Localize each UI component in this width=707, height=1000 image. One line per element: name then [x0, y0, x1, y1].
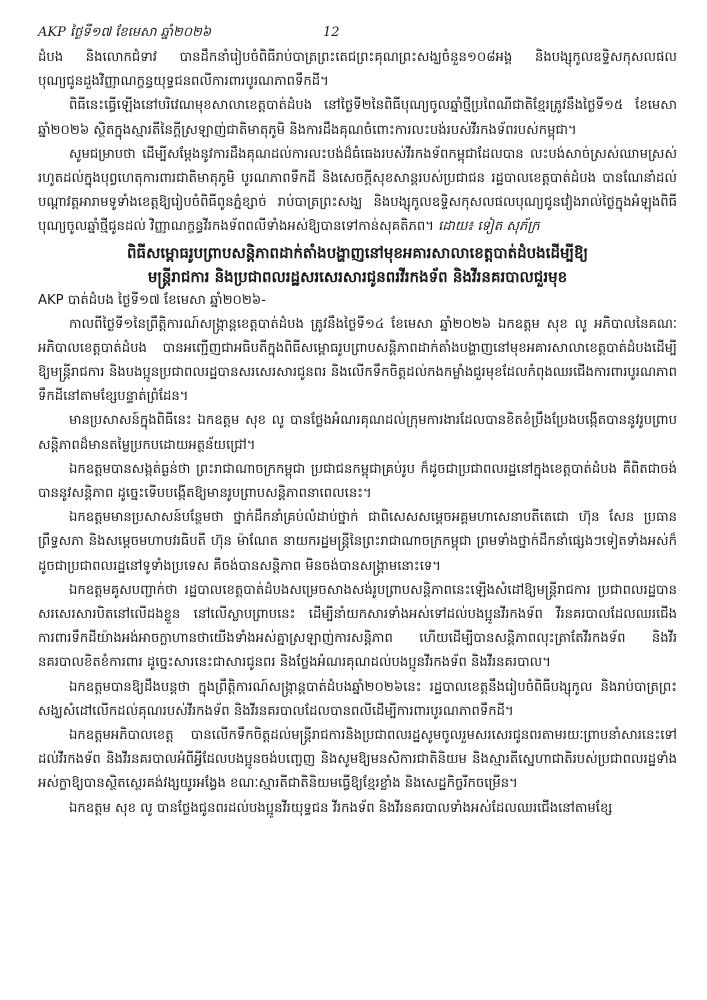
article2-title-line-2: មន្ត្រីរាជការ និងប្រជាពលរដ្ឋសរសេរសារជូនពរវីរកងទ័ព និងវីរនគរបាលជួរមុខ — [147, 267, 568, 286]
article2-dateline: AKP បាត់ដំបង ថ្ងៃទី១៧ ខែមេសា ឆ្នាំ២០២៦- — [38, 292, 266, 308]
page-number: 12 — [323, 25, 340, 40]
article2-paragraph-7: ឯកឧត្ដមអភិបាលខេត្ត បានលើកទឹកចិត្តដល់មន្ត្រីរាជការនិងប្រជាពលរដ្ឋសូមចូលរួមសរសេរជូនពរតាមរយៈព្រាបនាំសារនេះទៅដល់វីរកងទ័ព និងវីរនគរបាលអំពីអ្វីដែលបងប្អូនចង់បញ្ចេញ និងសូមឱ្យមនសិការជាតិនិយម និងស្មារតីស្នេហាជាតិរបស់ប្រជាពលរដ្ឋទាំងអស់ក្លាឱ្យបានស្ថិតស្ថេរគង់វង្សយូរអង្វែង ខណៈស្មារតីជាតិនិយមធ្វើឱ្យខ្មែរខ្លាំង និងសេដ្ឋកិច្ចរីកចម្រើន។ — [38, 728, 677, 792]
article2-paragraph-4: ឯកឧត្ដមមានប្រសាសន៍បន្ថែមថា ថ្នាក់ដឹកនាំគ្រប់លំដាប់ថ្នាក់ ជាពិសេសសម្ដេចអគ្គមហាសេនាបតីតេជោ ហ៊ុន សែន ប្រធានព្រឹទ្ធសភា និងសម្ដេចមហាបវរធិបតី ហ៊ុន ម៉ាណែត នាយករដ្ឋមន្ត្រីនៃព្រះរាជាណាចក្រកម្ពុជា ព្រមទាំងថ្នាក់ដឹកនាំផ្សេងៗទៀតទាំងអស់ក៏ដូចជាប្រជាពលរដ្ឋនៅទូទាំងប្រទេស គឺចង់បានសន្តិភាព មិនចង់បានសង្គ្រាមនោះទេ។ — [38, 510, 677, 574]
article2-paragraph-8: ឯកឧត្ដម សុខ លូ បានថ្លែងជូនពរដល់បងប្អូនវីរយុទ្ធជន វីរកងទ័ព និងវីរនគរបាលទាំងអស់ដែលឈរជើងនៅតាមខ្សែ — [69, 800, 613, 816]
article2-paragraph-2: មានប្រសាសន៍ក្នុងពិធីនេះ ឯកឧត្ដម សុខ លូ បានថ្លែងអំណរគុណដល់ក្រុមការងារដែលបានខិតខំប្រឹងប្រែងបង្កើតបាននូវរូបព្រាបសន្តិភាពដ៏មានតម្លៃប្រកបដោយអត្ថន័យជ្រៅ។ — [38, 413, 677, 453]
article2-paragraph-5: ឯកឧត្ដមគូសបញ្ជាក់ថា រដ្ឋបាលខេត្តបាត់ដំបងសម្រេចសាងសង់រូបព្រាបសន្តិភាពនេះឡើងសំដៅឱ្យមន្ត្រីរាជការ ប្រជាពលរដ្ឋបានសរសេរសារបិតនៅលើដងខ្លួន នៅលើស្លាបព្រាបនេះ ដើម្បីនាំយកសារទាំងអស់ទៅដល់បងប្អូនវីរកងទ័ព វីរនគរបាលដែលឈរជើងការពារទឹកដីយ៉ាងអង់អាចក្លាហានថាយើងទាំងអស់គ្នាស្រឡាញ់ការសន្តិភាព ហើយដើម្បីបានសន្តិភាពលុះត្រាតែវីរកងទ័ព និងវីរនគរបាលខិតខំការពារ ដូច្នេះសារនេះជាសារជូនពរ និងថ្លែងអំណរគុណដល់បងប្អូនវីរកងទ័ព និងវីរនគរបាល។ — [38, 582, 677, 671]
article1-paragraph-3 — [38, 143, 677, 240]
article2-title-line-1: ពិធីសម្ពោធរូបព្រាបសន្តិភាពដាក់តាំងបង្ហាញនៅមុខអគារសាលាខេត្តបាត់ដំបងដើម្បីឱ្យ — [127, 243, 588, 262]
article1-paragraph-1: ដំបង និងលោកជំទាវ បានដឹកនាំរៀបចំពិធីរាប់បាត្រព្រះតេជព្រះគុណព្រះសង្ឃចំនួន១០៨អង្គ និងបង្សុកូលឧទ្ទិសកុសលផលបុណ្យជូនដួងវិញ្ញាណក្ខន្ធយុទ្ធជនពលីការពារបូរណភាពទឹកដី។ — [38, 50, 677, 90]
article1-paragraph-2: ពិធីនេះធ្វើឡើងនៅបរិវេណមុខសាលាខេត្តបាត់ដំបង នៅថ្ងៃទី២នៃពិធីបុណ្យចូលឆ្នាំថ្មីប្រពៃណីជាតិខ្មែរត្រូវនឹងថ្ងៃទី១៥ ខែមេសា ឆ្នាំ២០២៦ ស្ថិតក្នុងស្មារតីនៃក្ដីស្រឡាញ់ជាតិមាតុភូមិ និងការដឹងគុណចំពោះការលះបង់របស់វីរកងទ័ពរបស់កម្ពុជា។ — [38, 98, 677, 138]
article2-paragraph-3: ឯកឧត្ដមបានសង្កត់ធ្ងន់ថា ព្រះរាជាណាចក្រកម្ពុជា ប្រជាជនកម្ពុជាគ្រប់រូប ក៏ដូចជាប្រជាពលរដ្ឋនៅក្នុងខេត្តបាត់ដំបង គឺពិតជាចង់បាននូវសន្តិភាព ដូច្នេះទើបបង្កើតឱ្យមានរូបព្រាបសន្តិភាពនាពេលនេះ។ — [38, 461, 677, 502]
article1-paragraph-3-text: សូមជម្រាបថា ដើម្បីសម្ដែងនូវការដឹងគុណដល់ការលះបង់ដ៏ធំធេងរបស់វីរកងទ័ពកម្ពុជាដែលបាន លះបង់សាច់ស្រស់ឈាមស្រស់រហូតដល់ក្នុងបុព្វហេតុការពារជាតិមាតុភូមិ បូរណភាពទឹកដី និងសេចក្ដីសុខសាន្តរបស់ប្រជាជន រដ្ឋបាលខេត្តបាត់ដំបង បានណែនាំដល់បណ្ដាវត្តអារាមទូទាំងខេត្តឱ្យរៀបចំពិធីពូនភ្នំខ្សាច់ រាប់បាត្រព្រះសង្ឃ និងបង្សុកូលឧទ្ទិសកុសលផលបុណ្យជូនវៀងរាល់ថ្ងៃក្នុងអំឡុងពិធីបុណ្យចូលឆ្នាំថ្មីជូនដល់ វិញ្ញាណក្ខន្ធវីរកងទ័ពពលីទាំងអស់ឱ្យបានទៅកាន់សុគតិភព។ — [38, 146, 677, 235]
article2-paragraph-1: កាលពីថ្ងៃទី១នៃព្រឹត្តិការណ៍សង្ក្រាន្តខេត្តបាត់ដំបង ត្រូវនឹងថ្ងៃទី១៤ ខែមេសា ឆ្នាំ២០២៦ ឯកឧត្ដម សុខ លូ អភិបាលនៃគណៈអភិបាលខេត្តបាត់ដំបង បានអញ្ជើញជាអធិបតីក្នុងពិធីសម្ពោធរូបព្រាបសន្តិភាពដាក់តាំងបង្ហាញនៅមុខអគារសាលាខេត្តបាត់ដំបងដើម្បីឱ្យមន្ត្រីរាជការ និងបងប្អូនប្រជាពលរដ្ឋបានសរសេរសារជូនពរ និងលើកទឹកចិត្តដល់កងកម្លាំងជួរមុខដែលកំពុងឈរជើងការពារបូរណភាពទឹកដីនៅតាមខ្សែបន្ទាត់ព្រំដែន។ — [38, 316, 677, 405]
article1-byline: ដោយ៖ ទៀត សុភ័ក្រ — [438, 219, 540, 235]
page-header — [38, 24, 677, 46]
article2-title — [38, 241, 677, 289]
article2-paragraph-6: ឯកឧត្ដមបានឱ្យដឹងបន្តថា ក្នុងព្រឹត្តិការណ៍សង្ក្រាន្តបាត់ដំបងឆ្នាំ២០២៦នេះ រដ្ឋបាលខេត្តនឹងរៀបចំពិធីបង្សុកូល និងរាប់បាត្រព្រះសង្ឃសំដៅលើកដល់គុណរបស់វីរកងទ័ព និងវីរនគរបាលដែលបានពលីដើម្បីការពារបូរណភាពទឹកដី។ — [38, 679, 677, 719]
running-header: AKP ថ្ងៃទី១៧ ខែមេសា ឆ្នាំ២០២៦ — [38, 25, 212, 40]
